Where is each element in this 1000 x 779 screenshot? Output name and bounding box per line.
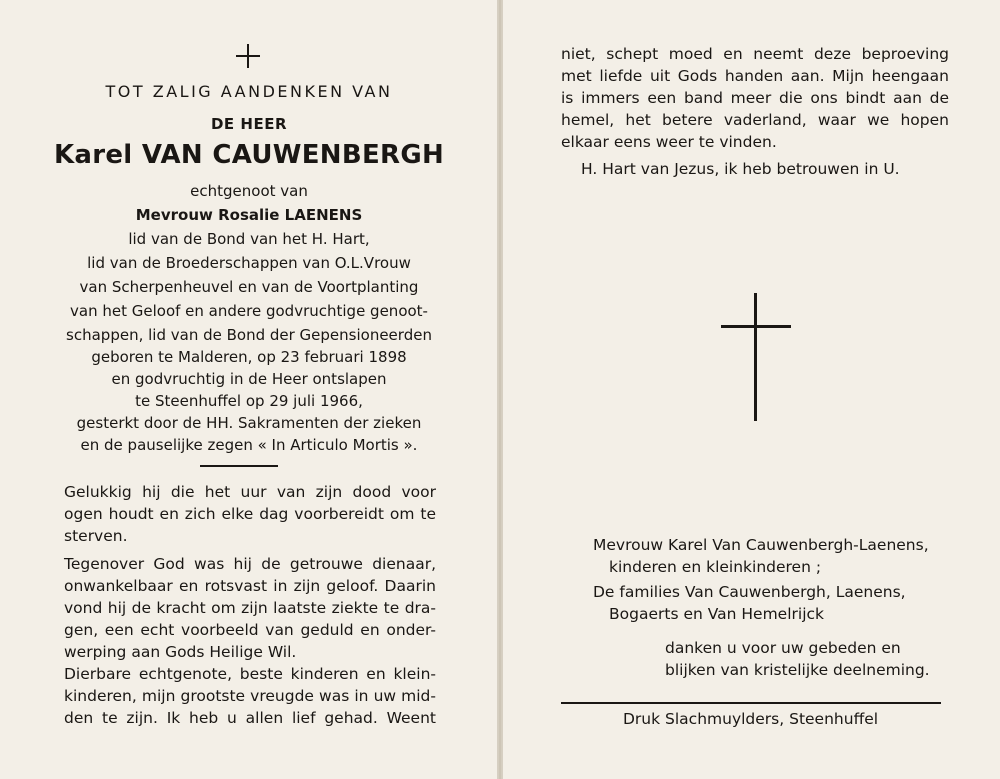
honorific: DE HEER <box>210 115 288 133</box>
membership-line: schappen, lid van de Bond der Gepensioneerden <box>66 326 432 344</box>
family-line: kinderen en kleinkinderen ; <box>609 558 822 576</box>
membership-line: van het Geloof en andere godvruchtige genoot- <box>70 302 428 320</box>
right-page <box>502 0 1000 779</box>
text-line: Dierbare echtgenote, beste kinderen en klein- <box>64 665 436 683</box>
thanks-line: danken u voor uw gebeden en <box>665 639 901 657</box>
paragraph-dierbare <box>64 663 436 729</box>
membership-line: lid van de Broederschappen van O.L.Vrouw <box>87 254 411 272</box>
text-line: ogen houdt en zich elke dag voorbereidt om te <box>64 505 436 523</box>
large-cross-icon <box>721 293 791 421</box>
family-line: De families Van Cauwenbergh, Laenens, <box>593 583 906 601</box>
life-line: te Steenhuffel op 29 juli 1966, <box>135 392 363 410</box>
prayer-line: H. Hart van Jezus, ik heb betrouwen in U. <box>581 160 900 178</box>
text-line: elkaar eens weer te vinden. <box>561 133 777 151</box>
text-line: niet, schept moed en neemt deze beproeving <box>561 45 949 63</box>
thanks-line: blijken van kristelijke deelneming. <box>665 661 930 679</box>
text-line: is immers een band meer die ons bindt aan de <box>561 89 949 107</box>
text-line: vond hij de kracht om zijn laatste ziekte te dra- <box>64 599 436 617</box>
text-line: hemel, het betere vaderland, waar we hopen <box>561 111 949 129</box>
printer-divider <box>561 702 941 704</box>
paragraph-gelukkig <box>64 481 436 547</box>
life-line: gesterkt door de HH. Sakramenten der zieken <box>76 414 422 432</box>
spouse-intro: echtgenoot van <box>190 182 308 200</box>
membership-line: van Scherpenheuvel en van de Voortplanting <box>79 278 419 296</box>
text-line: sterven. <box>64 527 128 545</box>
text-line: Gelukkig hij die het uur van zijn dood voor <box>64 483 436 501</box>
life-line: en de pauselijke zegen « In Articulo Mortis ». <box>80 436 418 454</box>
memorial-title: TOT ZALIG AANDENKEN VAN <box>105 82 393 101</box>
paragraph-tegenover <box>64 553 436 663</box>
family-line: Mevrouw Karel Van Cauwenbergh-Laenens, <box>593 536 929 554</box>
left-page <box>0 0 498 779</box>
text-line: onwankelbaar en rotsvast in zijn geloof. Daarin <box>64 577 436 595</box>
text-line: gen, een echt voorbeeld van geduld en onder- <box>64 621 436 639</box>
text-line: kinderen, mijn grootste vreugde was in uw mid- <box>64 687 436 705</box>
printer-credit: Druk Slachmuylders, Steenhuffel <box>623 710 879 728</box>
life-line: en godvruchtig in de Heer ontslapen <box>111 370 387 388</box>
spouse-name: Mevrouw Rosalie LAENENS <box>135 206 363 224</box>
text-line: met liefde uit Gods handen aan. Mijn heengaan <box>561 67 949 85</box>
text-line: Tegenover God was hij de getrouwe dienaar, <box>64 555 436 573</box>
family-line: Bogaerts en Van Hemelrijck <box>609 605 824 623</box>
membership-line: lid van de Bond van het H. Hart, <box>128 230 370 248</box>
life-line: geboren te Malderen, op 23 februari 1898 <box>91 348 407 366</box>
text-line: den te zijn. Ik heb u allen lief gehad. Weent <box>64 709 436 727</box>
deceased-name: Karel VAN CAUWENBERGH <box>53 140 445 170</box>
small-cross-icon <box>236 44 260 68</box>
paragraph-continuation <box>561 43 949 153</box>
divider <box>200 465 278 467</box>
text-line: werping aan Gods Heilige Wil. <box>64 643 297 661</box>
